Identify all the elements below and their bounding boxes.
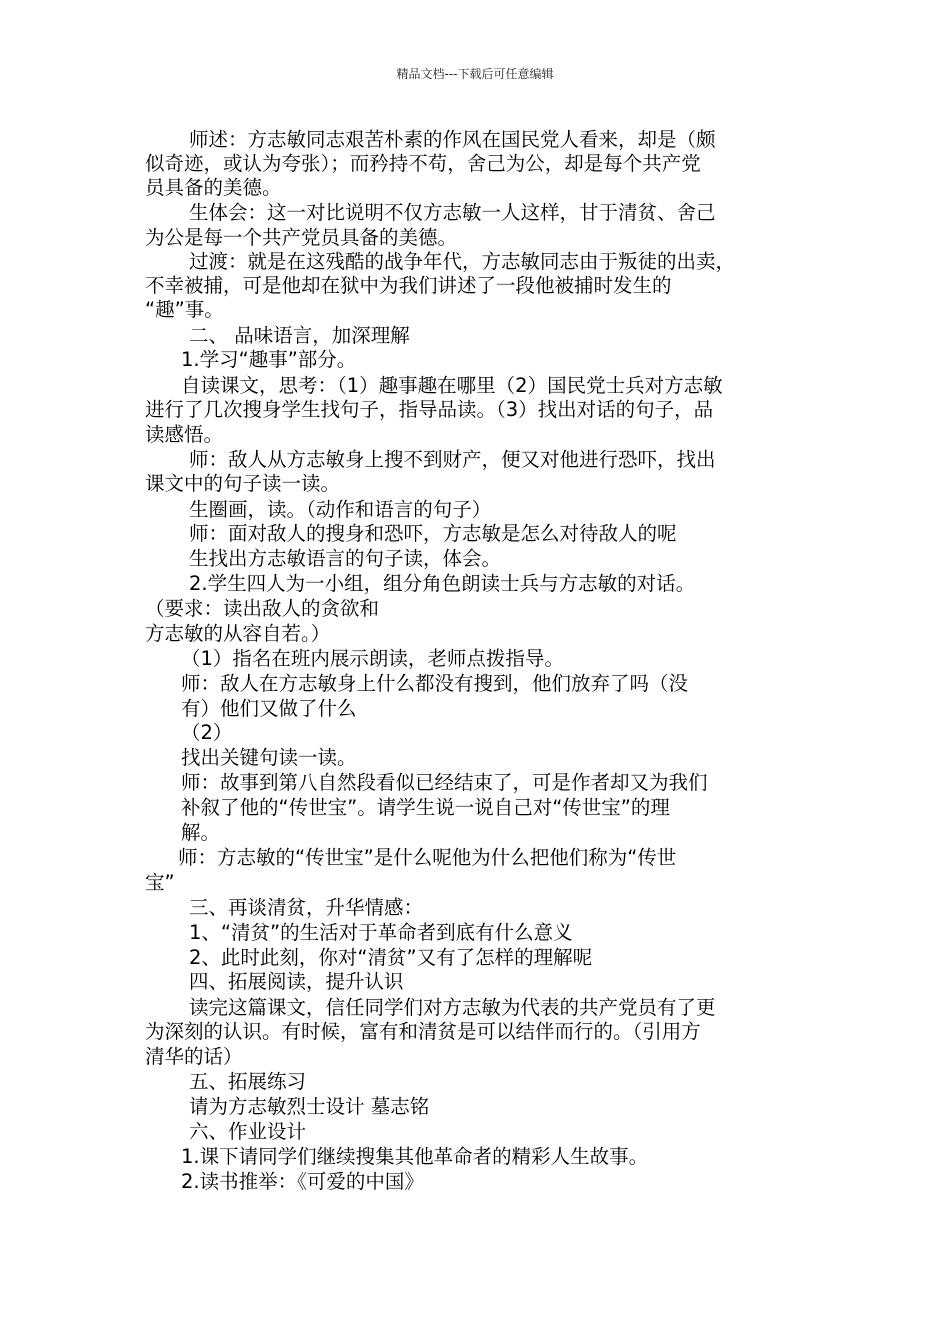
paragraph-line: 为公是每一个共产党员具备的美德。 xyxy=(145,226,458,249)
page-header: 精品文档---下载后可任意编辑 xyxy=(396,67,554,81)
paragraph-line: “趣”事。 xyxy=(145,298,224,321)
paragraph-line: 似奇迹，或认为夸张）；而矜持不苟，舍己为公，却是每个共产党 xyxy=(145,152,701,175)
paragraph-line: 1.课下请同学们继续搜集其他革命者的精彩人生故事。 xyxy=(181,1145,649,1168)
paragraph-line: 1、“清贫”的生活对于革命者到底有什么意义 xyxy=(189,921,573,944)
paragraph-line: 2.学生四人为一小组，组分角色朗读士兵与方志敏的对话。 xyxy=(189,572,696,595)
paragraph-line: 师：敌人在方志敏身上什么都没有搜到，他们放弃了吗（没 xyxy=(181,672,689,695)
section-heading: 六、作业设计 xyxy=(189,1120,307,1143)
paragraph-line: 生体会：这一对比说明不仅方志敏一人这样，甘于清贫、舍己 xyxy=(189,201,716,224)
paragraph-line: 自读课文，思考：（1）趣事趣在哪里（2）国民党士兵对方志敏 xyxy=(181,374,723,397)
paragraph-line: 有）他们又做了什么 xyxy=(181,697,357,720)
paragraph-line: 宝” xyxy=(145,871,175,894)
paragraph-line: （2） xyxy=(181,721,233,744)
paragraph-line: 2、此时此刻，你对“清贫”又有了怎样的理解呢 xyxy=(189,946,593,969)
paragraph-line: 1.学习“趣事”部分。 xyxy=(181,348,357,371)
paragraph-line: 读完这篇课文，信任同学们对方志敏为代表的共产党员有了更 xyxy=(189,996,716,1019)
section-heading: 五、拓展练习 xyxy=(189,1070,307,1093)
paragraph-line: 为深刻的认识。有时候，富有和清贫是可以结伴而行的。（引用方 xyxy=(145,1020,701,1043)
paragraph-line: 读感悟。 xyxy=(145,423,224,446)
paragraph-line: （要求：读出敌人的贪欲和 xyxy=(145,597,380,620)
paragraph-line: 师：方志敏的“传世宝”是什么呢他为什么把他们称为“传世 xyxy=(178,846,677,869)
section-heading: 二、 品味语言，加深理解 xyxy=(189,324,410,347)
paragraph-line: 员具备的美德。 xyxy=(145,176,282,199)
paragraph-line: 不幸被捕，可是他却在狱中为我们讲述了一段他被捕时发生的 xyxy=(145,274,672,297)
paragraph-line: 请为方志敏烈士设计 墓志铭 xyxy=(189,1095,430,1118)
paragraph-line: 师述：方志敏同志艰苦朴素的作风在国民党人看来，却是（颇 xyxy=(189,128,716,151)
paragraph-line: 进行了几次搜身学生找句子，指导品读。（3）找出对话的句子，品 xyxy=(145,398,714,421)
paragraph-line: 生圈画，读。（动作和语言的句子） xyxy=(189,498,492,521)
paragraph-line: 师：故事到第八自然段看似已经结束了，可是作者却又为我们 xyxy=(181,771,708,794)
paragraph-line: 解。 xyxy=(181,821,221,844)
section-heading: 四、拓展阅读，提升认识 xyxy=(189,970,404,993)
paragraph-line: 找出关键句读一读。 xyxy=(181,746,357,769)
paragraph-line: 师：面对敌人的搜身和恐吓，方志敏是怎么对待敌人的呢 xyxy=(189,522,677,545)
paragraph-line: 补叙了他的“传世宝”。请学生说一说自己对“传世宝”的理 xyxy=(181,796,670,819)
paragraph-line: 2.读书推举：《可爱的中国》 xyxy=(181,1170,424,1193)
paragraph-line: 方志敏的从容自若。） xyxy=(145,622,331,645)
paragraph-line: （1）指名在班内展示朗读，老师点拨指导。 xyxy=(181,647,564,670)
paragraph-line: 师：敌人从方志敏身上搜不到财产，便又对他进行恐吓，找出 xyxy=(189,448,716,471)
section-heading: 三、再谈清贫，升华情感： xyxy=(189,896,424,919)
paragraph-line: 生找出方志敏语言的句子读，体会。 xyxy=(189,547,502,570)
paragraph-line: 清华的话） xyxy=(145,1045,243,1068)
paragraph-line: 过渡：就是在这残酷的战争年代，方志敏同志由于叛徒的出卖， xyxy=(189,250,736,273)
paragraph-line: 课文中的句子读一读。 xyxy=(145,472,341,495)
